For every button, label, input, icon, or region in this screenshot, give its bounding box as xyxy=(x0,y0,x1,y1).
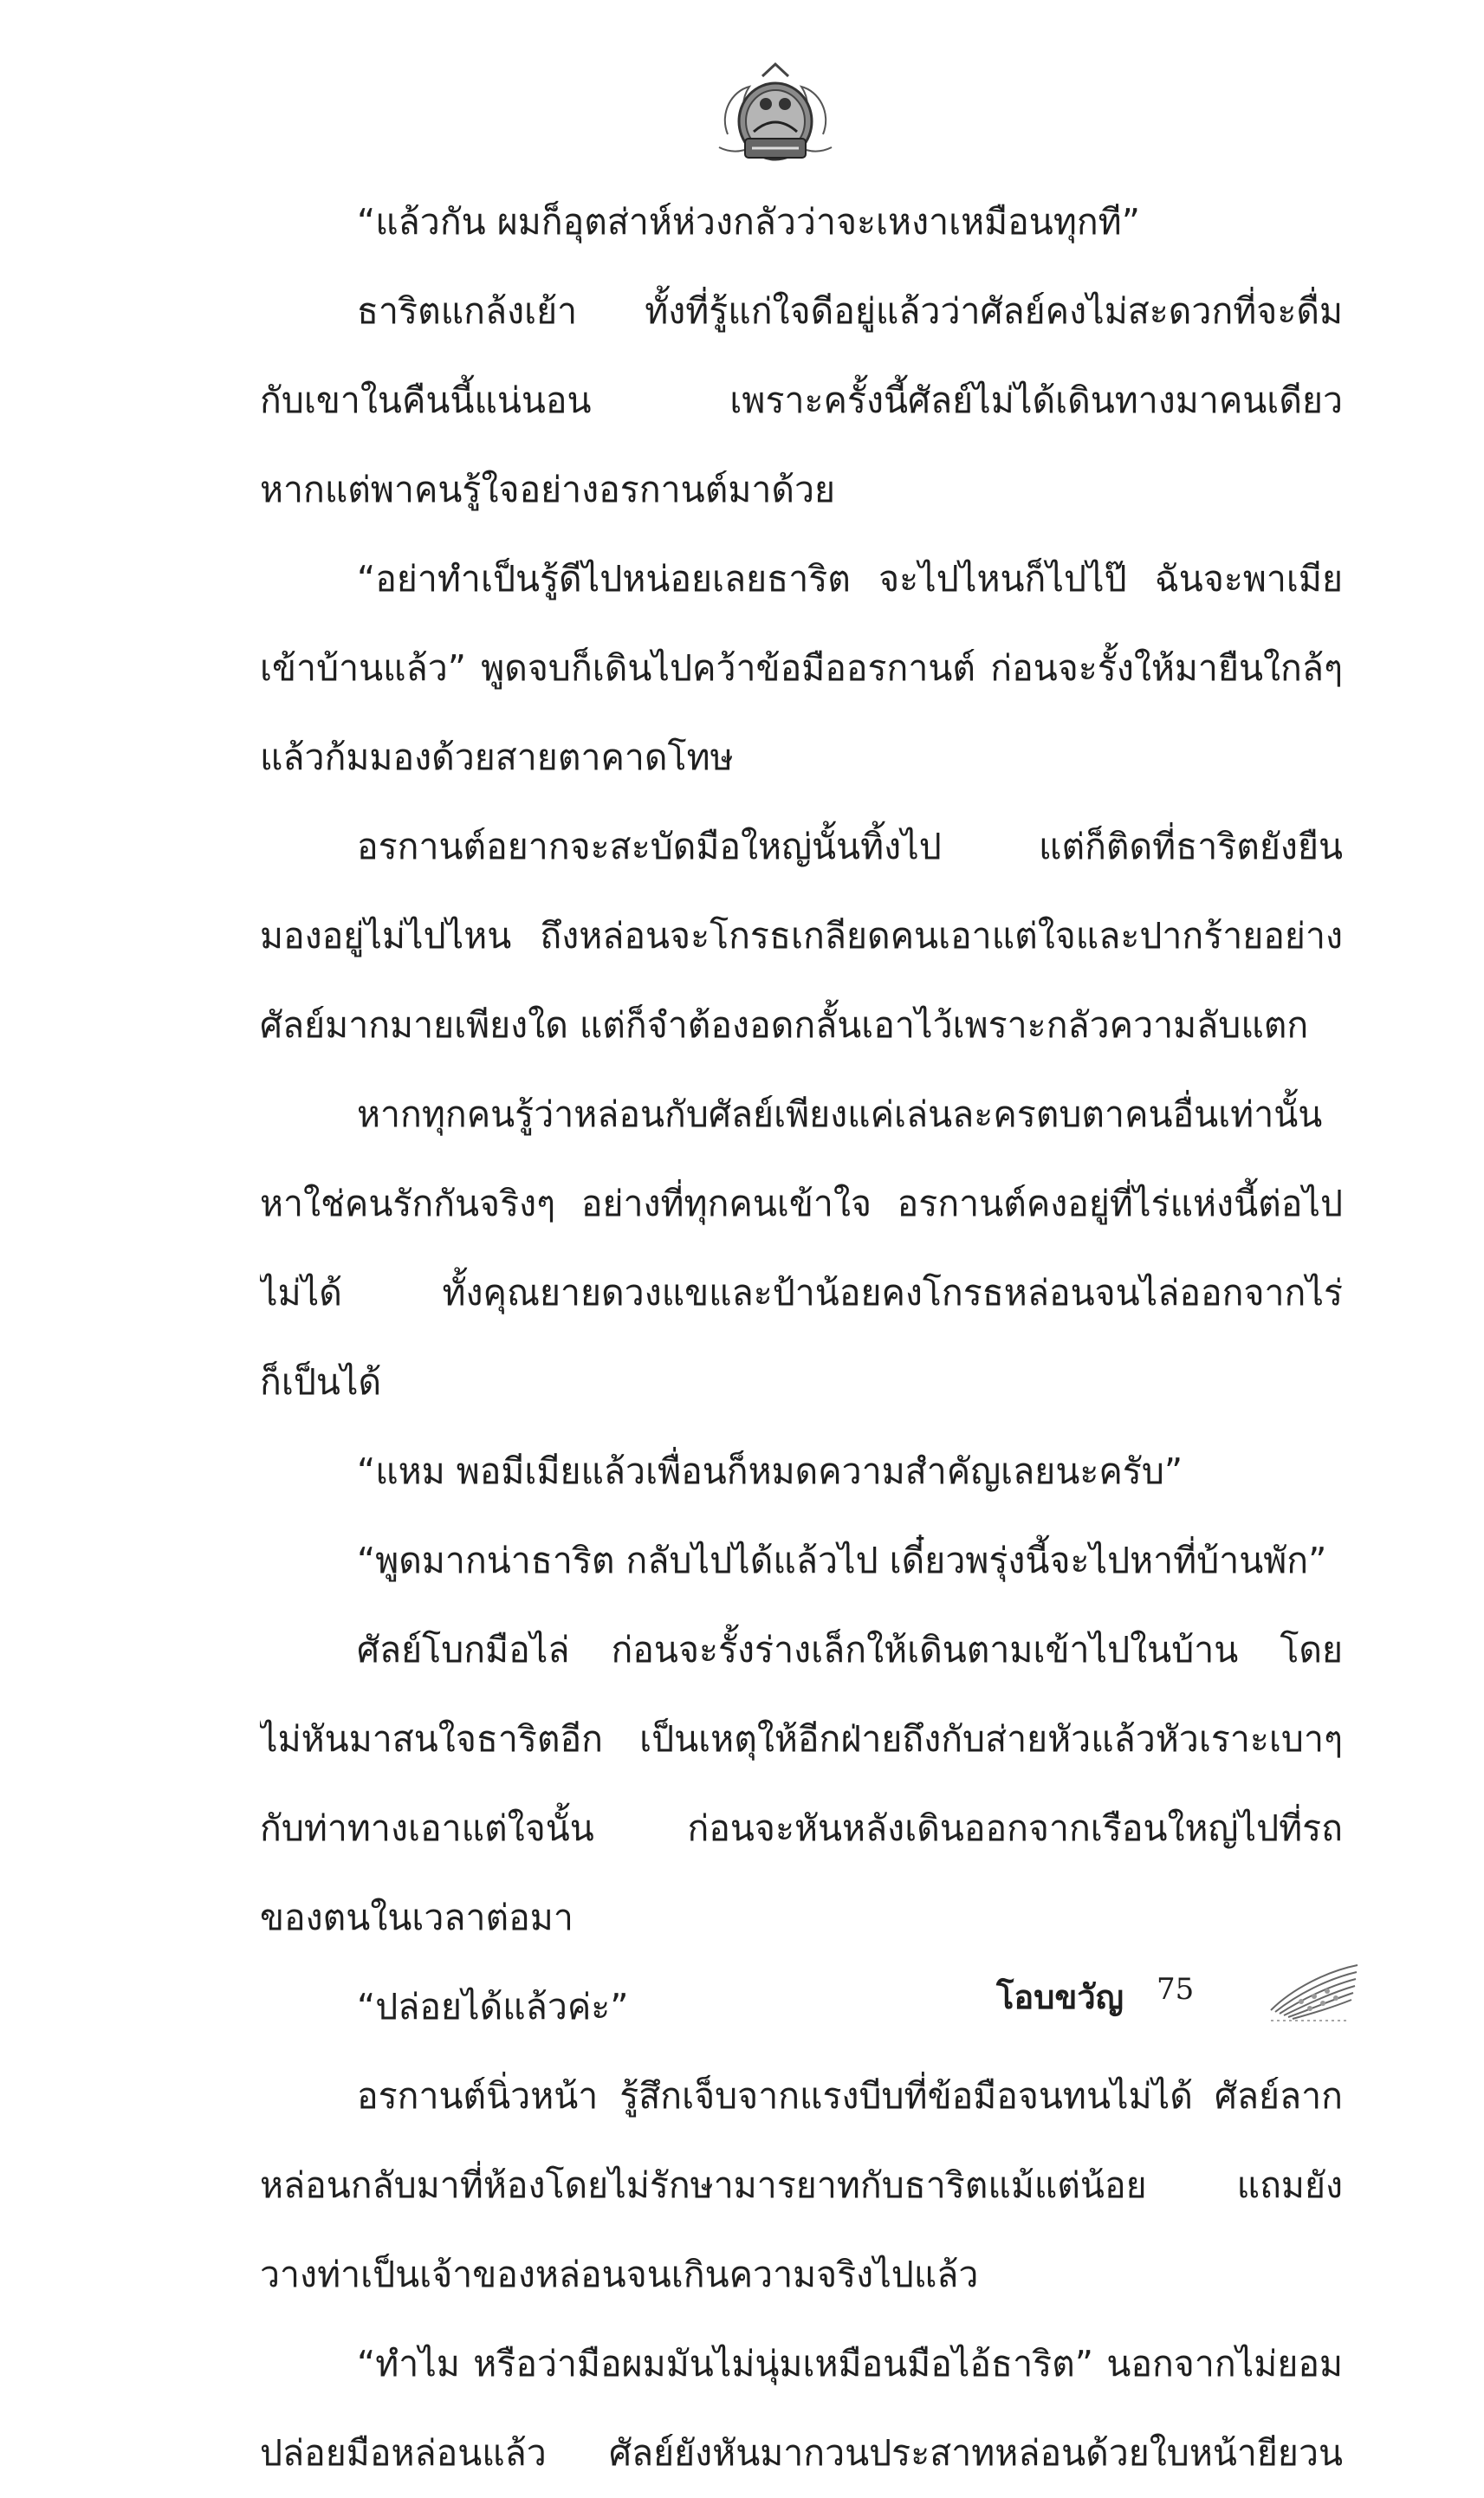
text-line: ไม่หันมาสนใจธาริตอีก เป็นเหตุให้อีกฝ่ายถึงกับส่ายหัวแล้วหัวเราะเบาๆ xyxy=(260,1718,1343,1760)
text-line: หล่อนกลับมาที่ห้องโดยไม่รักษามารยาทกับธาริตแม้แต่น้อย แถมยัง xyxy=(260,2164,1343,2206)
page-number: 75 xyxy=(1157,1972,1195,2007)
crest-emblem-icon xyxy=(710,52,840,182)
page-body-text xyxy=(260,178,1343,2498)
text-line: ศัลย์โบกมือไล่ ก่อนจะรั้งร่างเล็กให้เดินตามเข้าไปในบ้าน โดย xyxy=(357,1629,1343,1671)
text-line: เข้าบ้านแล้ว” พูดจบก็เดินไปคว้าข้อมืออรกานต์ ก่อนจะรั้งให้มายืนใกล้ๆ xyxy=(260,647,1343,689)
text-line: “ปล่อยได้แล้วค่ะ” xyxy=(357,1986,629,2028)
text-line: ก็เป็นได้ xyxy=(260,1361,382,1403)
text-line: ของตนในเวลาต่อมา xyxy=(260,1897,574,1938)
text-line: ธาริตแกล้งเย้า ทั้งที่รู้แก่ใจดีอยู่แล้วว่าศัลย์คงไม่สะดวกที่จะดื่ม xyxy=(357,290,1343,332)
text-line: กับท่าทางเอาแต่ใจนั้น ก่อนจะหันหลังเดินออกจากเรือนใหญ่ไปที่รถ xyxy=(260,1807,1343,1849)
text-line: กับเขาในคืนนี้แน่นอน เพราะครั้งนี้ศัลย์ไม่ได้เดินทางมาคนเดียว xyxy=(260,380,1343,421)
text-line: วางท่าเป็นเจ้าของหล่อนจนเกินความจริงไปแล้ว xyxy=(260,2254,979,2295)
text-line: “ทำไม หรือว่ามือผมมันไม่นุ่มเหมือนมือไอ้ธาริต” นอกจากไม่ยอม xyxy=(357,2343,1343,2384)
text-line: หากทุกคนรู้ว่าหล่อนกับศัลย์เพียงแค่เล่นละครตบตาคนอื่นเท่านั้น xyxy=(357,1093,1323,1135)
page-footer xyxy=(996,1958,1360,2028)
book-title: โอบขวัญ xyxy=(996,1978,1124,2016)
text-line: อรกานต์นิ่วหน้า รู้สึกเจ็บจากแรงบีบที่ข้อมือจนทนไม่ได้ ศัลย์ลาก xyxy=(357,2075,1343,2117)
text-line: หาใช่คนรักกันจริงๆ อย่างที่ทุกคนเข้าใจ อรกานต์คงอยู่ที่ไร่แห่งนี้ต่อไป xyxy=(260,1183,1343,1224)
text-line: ศัลย์มากมายเพียงใด แต่ก็จำต้องอดกลั้นเอาไว้เพราะกลัวความลับแตก xyxy=(260,1004,1309,1046)
text-line: “แหม พอมีเมียแล้วเพื่อนก็หมดความสำคัญเลยนะครับ” xyxy=(357,1450,1183,1492)
text-line: ไม่ได้ ทั้งคุณยายดวงแขและป้าน้อยคงโกรธหล่อนจนไล่ออกจากไร่ xyxy=(260,1272,1343,1314)
text-line: ปล่อยมือหล่อนแล้ว ศัลย์ยังหันมากวนประสาทหล่อนด้วยใบหน้ายียวน xyxy=(260,2432,1343,2474)
text-line: แล้วก้มมองด้วยสายตาคาดโทษ xyxy=(260,736,734,778)
text-line: “พูดมากน่าธาริต กลับไปได้แล้วไป เดี๋ยวพรุ่งนี้จะไปหาที่บ้านพัก” xyxy=(357,1540,1327,1581)
text-line: “แล้วกัน ผมก็อุตส่าห์ห่วงกลัวว่าจะเหงาเหมือนทุกที” xyxy=(357,201,1140,243)
text-line: หากแต่พาคนรู้ใจอย่างอรกานต์มาด้วย xyxy=(260,469,836,510)
text-line: “อย่าทำเป็นรู้ดีไปหน่อยเลยธาริต จะไปไหนก็ไปไป๊ ฉันจะพาเมีย xyxy=(357,558,1343,600)
feather-ornament-icon xyxy=(1267,1958,1362,2026)
text-line: อรกานต์อยากจะสะบัดมือใหญ่นั้นทิ้งไป แต่ก็ติดที่ธาริตยังยืน xyxy=(357,826,1343,867)
text-line: มองอยู่ไม่ไปไหน ถึงหล่อนจะโกรธเกลียดคนเอาแต่ใจและปากร้ายอย่าง xyxy=(260,915,1343,957)
